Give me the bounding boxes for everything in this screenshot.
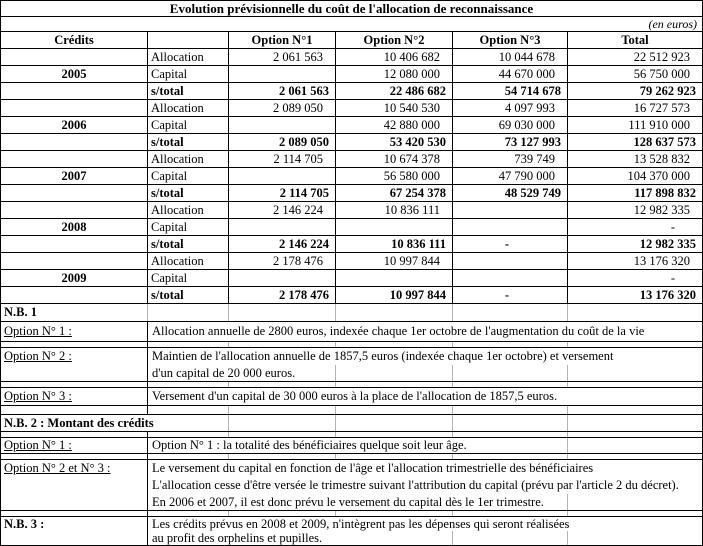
subtotal-row xyxy=(1,236,702,253)
note-label-cell xyxy=(1,388,147,405)
gridline-cell xyxy=(452,382,567,387)
value-cell: 79 262 923 xyxy=(567,83,702,99)
note-text: d'un capital de 20 000 euros. xyxy=(147,365,335,381)
note-label-cell xyxy=(1,348,147,365)
value-cell: 2 114 705 xyxy=(228,185,335,201)
value-cell: 53 420 530 xyxy=(335,134,452,150)
subtotal-row xyxy=(1,83,702,100)
note-label-cell xyxy=(1,365,147,381)
gridline-cell xyxy=(147,342,228,347)
year-cell xyxy=(1,49,147,65)
value-cell xyxy=(228,117,335,133)
gridline-cell xyxy=(567,432,702,437)
value-cell: 44 670 000 xyxy=(452,66,567,82)
value-cell: 2 178 476 xyxy=(228,253,335,269)
category-cell: s/total xyxy=(147,287,228,303)
note-row xyxy=(1,494,702,511)
note-text: Maintien de l'allocation annuelle de 1857,5 euros (indexée chaque 1er octobre) et versement xyxy=(147,348,702,365)
value-cell: 10 997 844 xyxy=(335,287,452,303)
gridline-cell xyxy=(567,415,702,431)
gridline-cell xyxy=(567,531,702,545)
category-cell: Allocation xyxy=(147,253,228,269)
gridline-cell xyxy=(452,511,567,516)
value-cell: 739 749 xyxy=(452,151,567,167)
page-title: Evolution prévisionnelle du coût de l'allocation de reconnaissance xyxy=(1,1,702,17)
year-cell xyxy=(1,253,147,269)
value-cell xyxy=(228,270,335,286)
value-cell: 13 528 832 xyxy=(567,151,702,167)
gridline-cell xyxy=(335,304,452,321)
gridline-cell xyxy=(567,342,702,347)
gridline-cell xyxy=(452,365,567,381)
value-cell: 2 061 563 xyxy=(228,83,335,99)
category-cell: Capital xyxy=(147,270,228,286)
note-label-cell xyxy=(1,531,147,545)
gridline-cell xyxy=(228,454,335,459)
header-cell: Option N°2 xyxy=(335,32,452,48)
gridline-cell xyxy=(452,415,567,431)
value-cell: 104 370 000 xyxy=(567,168,702,184)
category-cell: Capital xyxy=(147,66,228,82)
value-cell xyxy=(228,219,335,235)
note-row xyxy=(1,388,702,406)
header-cell: Total xyxy=(567,32,702,48)
gridline-cell xyxy=(147,406,228,414)
value-cell: - xyxy=(567,270,702,286)
value-cell: 12 982 335 xyxy=(567,202,702,218)
value-cell: - xyxy=(452,287,567,303)
value-cell: 56 750 000 xyxy=(567,66,702,82)
note-text: au profit des orphelins et pupilles. xyxy=(147,531,452,545)
gridline-cell xyxy=(147,432,228,437)
note-row xyxy=(1,322,702,342)
category-cell: s/total xyxy=(147,236,228,252)
note-text: Versement d'un capital de 30 000 euros à la place de l'allocation de 1857,5 euros. xyxy=(147,388,702,405)
value-cell: 10 674 378 xyxy=(335,151,452,167)
year-cell: 2006 xyxy=(61,117,87,132)
gridline-cell xyxy=(452,406,567,414)
value-cell xyxy=(452,202,567,218)
value-cell: 47 790 000 xyxy=(452,168,567,184)
note-row xyxy=(1,517,702,531)
gridline-cell xyxy=(567,438,702,453)
category-cell: Allocation xyxy=(147,49,228,65)
year-cell xyxy=(1,151,147,167)
note-heading-row xyxy=(1,304,702,322)
gridline-cell xyxy=(335,365,452,381)
header-cell xyxy=(147,32,228,48)
year-cell: 2007 xyxy=(61,168,87,183)
gridline-cell xyxy=(567,382,702,387)
table-row xyxy=(1,117,702,134)
note-label-cell xyxy=(1,438,147,453)
value-cell: 2 089 050 xyxy=(228,134,335,150)
note-label: Option N° 2 : xyxy=(4,349,72,364)
note-row xyxy=(1,348,702,365)
note-row xyxy=(1,477,702,494)
value-cell: 73 127 993 xyxy=(452,134,567,150)
value-cell: 10 044 678 xyxy=(452,49,567,65)
year-cell xyxy=(1,202,147,218)
value-cell: 2 178 476 xyxy=(228,287,335,303)
note-label: Option N° 2 et N° 3 : xyxy=(4,461,111,476)
value-cell: 13 176 320 xyxy=(567,253,702,269)
header-row xyxy=(1,32,702,49)
gridline-cell xyxy=(452,531,567,545)
value-cell: 2 089 050 xyxy=(228,100,335,116)
unit-note: (en euros) xyxy=(1,17,702,32)
gridline-cell xyxy=(1,382,147,387)
gridline-cell xyxy=(228,342,335,347)
note-text: L'allocation cesse d'être versée le trimestre suivant l'attribution du capital (prévu par l'article 2 du décret). xyxy=(147,477,702,494)
value-cell: 2 114 705 xyxy=(228,151,335,167)
note-row xyxy=(1,460,702,477)
table-row xyxy=(1,168,702,185)
header-cell: Option N°1 xyxy=(228,32,335,48)
gridline-cell xyxy=(452,432,567,437)
value-cell: 128 637 573 xyxy=(567,134,702,150)
gridline-cell xyxy=(567,304,702,321)
note-label-cell xyxy=(1,494,147,510)
value-cell xyxy=(452,253,567,269)
value-cell: 12 982 335 xyxy=(567,236,702,252)
note-heading: N.B. 3 : xyxy=(4,516,45,531)
value-cell: - xyxy=(567,219,702,235)
value-cell: 2 061 563 xyxy=(228,49,335,65)
note-text: Option N° 1 : la totalité des bénéficiaires quelque soit leur âge. xyxy=(147,438,567,453)
value-cell: 10 836 111 xyxy=(335,202,452,218)
value-cell: 22 512 923 xyxy=(567,49,702,65)
value-cell: 10 406 682 xyxy=(335,49,452,65)
value-cell xyxy=(228,168,335,184)
gridline-cell xyxy=(452,304,567,321)
year-cell xyxy=(1,236,147,252)
value-cell xyxy=(452,219,567,235)
table-row xyxy=(1,100,702,117)
gridline-cell xyxy=(567,365,702,381)
gridline-cell xyxy=(228,304,335,321)
note-heading-row xyxy=(1,415,702,432)
year-cell xyxy=(1,287,147,303)
table-row xyxy=(1,202,702,219)
category-cell: Allocation xyxy=(147,202,228,218)
gridline-cell xyxy=(335,415,452,431)
table-row xyxy=(1,151,702,168)
value-cell xyxy=(335,270,452,286)
grid-gap-row xyxy=(1,406,702,415)
value-cell: 16 727 573 xyxy=(567,100,702,116)
gridline-cell xyxy=(1,342,147,347)
value-cell: 69 030 000 xyxy=(452,117,567,133)
gridline-cell xyxy=(335,382,452,387)
value-cell: 56 580 000 xyxy=(335,168,452,184)
gridline-cell xyxy=(228,406,335,414)
table-row xyxy=(1,253,702,270)
note-label: Option N° 3 : xyxy=(4,389,72,404)
gridline-cell xyxy=(1,454,147,459)
category-cell: Allocation xyxy=(147,151,228,167)
gridline-cell xyxy=(228,511,335,516)
gridline-cell xyxy=(1,511,147,516)
category-cell: Allocation xyxy=(147,100,228,116)
table-row xyxy=(1,49,702,66)
note-heading: N.B. 1 xyxy=(4,305,37,320)
category-cell: s/total xyxy=(147,83,228,99)
category-cell: Capital xyxy=(147,117,228,133)
value-cell: 10 836 111 xyxy=(335,236,452,252)
year-cell: 2008 xyxy=(61,219,87,234)
gridline-cell xyxy=(335,454,452,459)
value-cell: 117 898 832 xyxy=(567,185,702,201)
gridline-cell xyxy=(335,406,452,414)
gridline-cell xyxy=(228,382,335,387)
gridline-cell xyxy=(1,432,147,437)
gridline-cell xyxy=(567,511,702,516)
gridline-cell xyxy=(335,342,452,347)
note-text: Le versement du capital en fonction de l'âge et l'allocation trimestrielle des bénéficiaires xyxy=(147,460,702,477)
table-row xyxy=(1,219,702,236)
header-cell: Crédits xyxy=(54,32,94,47)
year-cell xyxy=(1,83,147,99)
value-cell: 54 714 678 xyxy=(452,83,567,99)
year-cell: 2009 xyxy=(61,270,87,285)
gridline-cell xyxy=(147,511,228,516)
header-cell: Option N°3 xyxy=(452,32,567,48)
note-label: Option N° 1 : xyxy=(4,438,72,453)
note-text: Allocation annuelle de 2800 euros, indexée chaque 1er octobre de l'augmentation du coût de la vie xyxy=(147,322,702,341)
gridline-cell xyxy=(335,511,452,516)
note-row xyxy=(1,531,702,545)
value-cell xyxy=(335,219,452,235)
gridline-cell xyxy=(567,454,702,459)
table-row xyxy=(1,270,702,287)
gridline-cell xyxy=(452,342,567,347)
note-text: En 2006 et 2007, il est donc prévu le versement du capital dès le 1er trimestre. xyxy=(147,494,567,510)
gridline-cell xyxy=(567,494,702,510)
year-cell: 2005 xyxy=(61,66,87,81)
gridline-cell xyxy=(1,406,147,414)
value-cell: 4 097 993 xyxy=(452,100,567,116)
category-cell: s/total xyxy=(147,134,228,150)
value-cell: 2 146 224 xyxy=(228,202,335,218)
value-cell: 111 910 000 xyxy=(567,117,702,133)
note-label: Option N° 1 : xyxy=(4,324,72,339)
gridline-cell xyxy=(228,415,335,431)
year-cell xyxy=(1,100,147,116)
value-cell xyxy=(228,66,335,82)
note-row xyxy=(1,365,702,382)
note-label-cell xyxy=(1,460,147,477)
value-cell: 67 254 378 xyxy=(335,185,452,201)
gridline-cell xyxy=(147,382,228,387)
value-cell: 12 080 000 xyxy=(335,66,452,82)
category-cell: Capital xyxy=(147,168,228,184)
note-row xyxy=(1,438,702,454)
gridline-cell xyxy=(147,304,228,321)
category-cell: Capital xyxy=(147,219,228,235)
gridline-cell xyxy=(335,432,452,437)
value-cell: 10 997 844 xyxy=(335,253,452,269)
year-cell xyxy=(1,134,147,150)
value-cell: 10 540 530 xyxy=(335,100,452,116)
note-label-cell xyxy=(1,477,147,494)
gridline-cell xyxy=(147,454,228,459)
note-label-cell xyxy=(1,322,147,341)
gridline-cell xyxy=(567,406,702,414)
value-cell: 42 880 000 xyxy=(335,117,452,133)
category-cell: s/total xyxy=(147,185,228,201)
value-cell: 13 176 320 xyxy=(567,287,702,303)
gridline-cell xyxy=(228,432,335,437)
value-cell: 22 486 682 xyxy=(335,83,452,99)
subtotal-row xyxy=(1,287,702,304)
note-heading: N.B. 2 : Montant des crédits xyxy=(4,415,154,430)
value-cell xyxy=(452,270,567,286)
subtotal-row xyxy=(1,134,702,151)
table-row xyxy=(1,66,702,83)
value-cell: 2 146 224 xyxy=(228,236,335,252)
subtotal-row xyxy=(1,185,702,202)
gridline-cell xyxy=(452,454,567,459)
value-cell: 48 529 749 xyxy=(452,185,567,201)
value-cell: - xyxy=(452,236,567,252)
note-text: Les crédits prévus en 2008 et 2009, n'intègrent pas les dépenses qui seront réalisées xyxy=(147,517,702,531)
year-cell xyxy=(1,185,147,201)
